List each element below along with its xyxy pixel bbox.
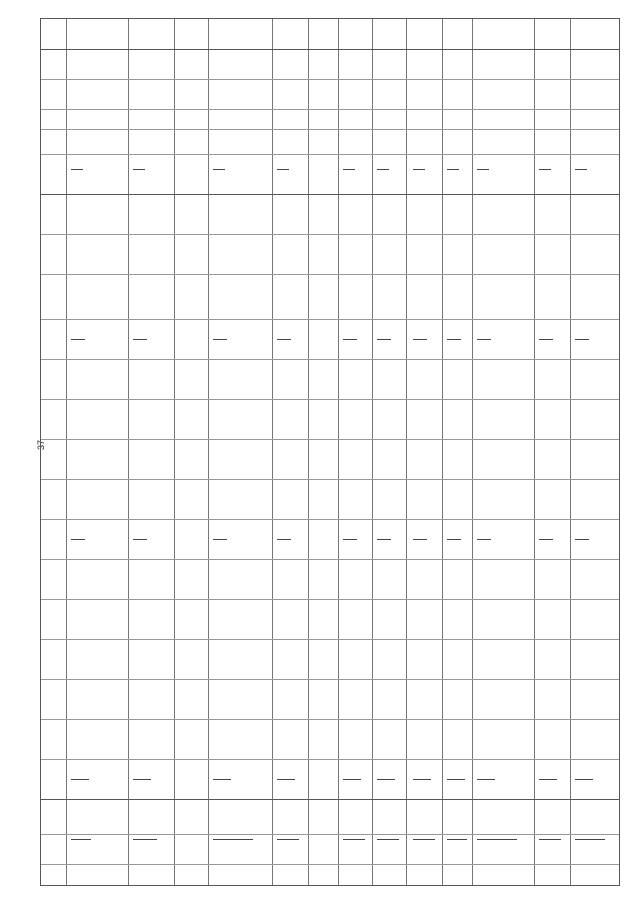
table-row xyxy=(273,19,309,885)
table-row xyxy=(473,19,535,885)
page-number: 37 xyxy=(36,439,46,450)
rotated-table xyxy=(40,18,620,886)
table-row xyxy=(535,19,571,885)
table-row xyxy=(339,19,373,885)
table-row xyxy=(67,19,129,885)
table-row xyxy=(309,19,339,885)
table-row xyxy=(129,19,175,885)
table-row xyxy=(41,19,67,885)
table-row xyxy=(443,19,473,885)
table-row xyxy=(373,19,407,885)
table-row xyxy=(407,19,443,885)
table-row xyxy=(175,19,209,885)
table-row xyxy=(209,19,273,885)
table-row xyxy=(571,19,620,885)
